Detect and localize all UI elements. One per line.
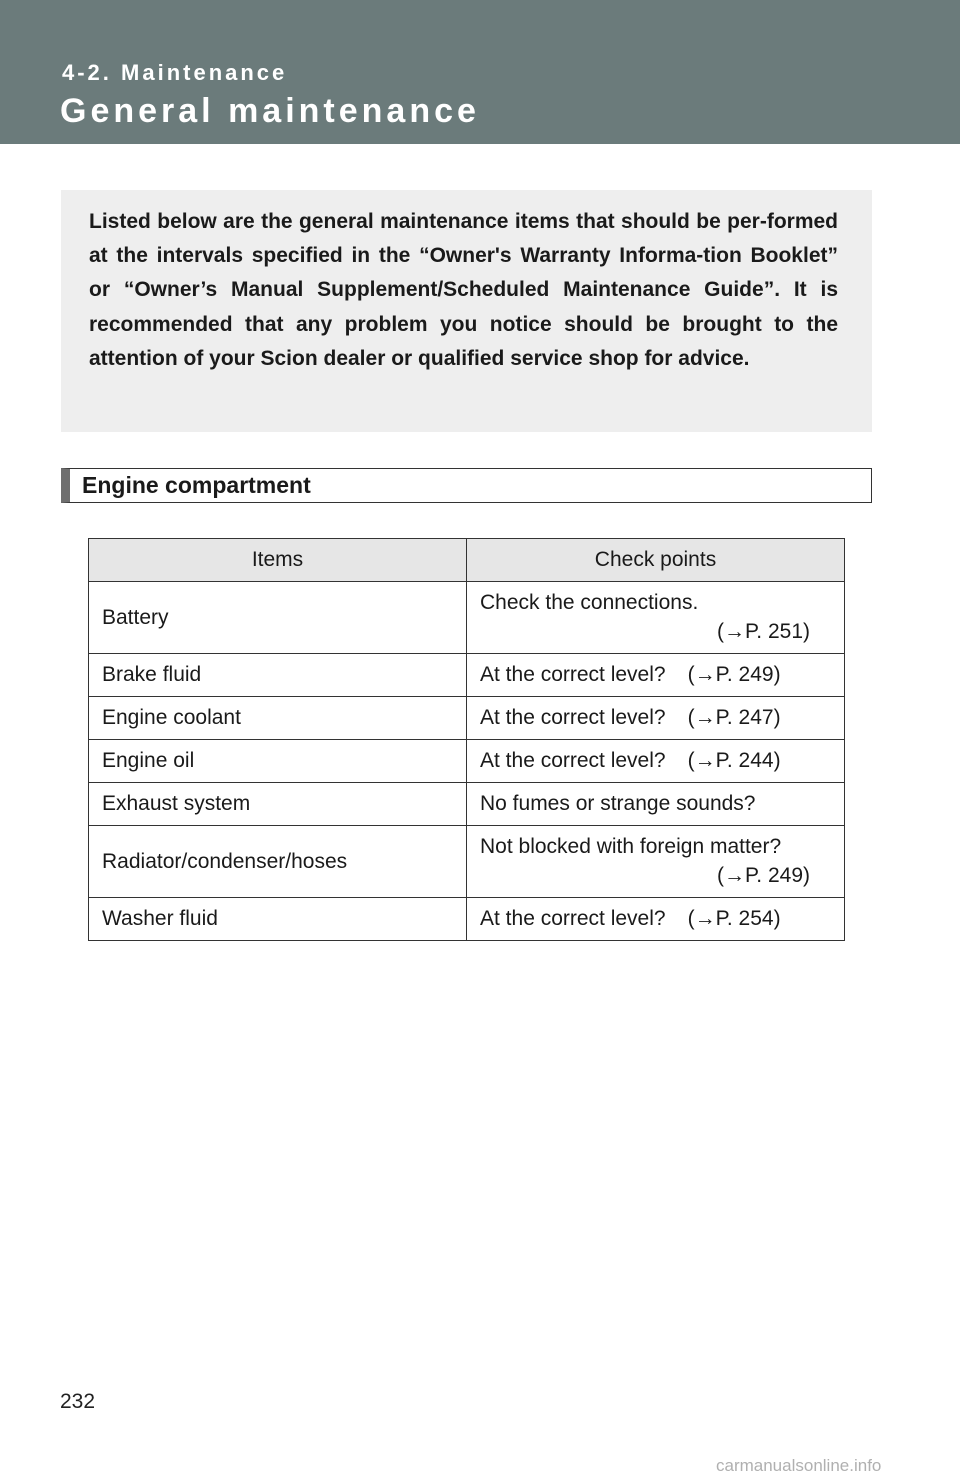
- check-text: Not blocked with foreign matter?: [480, 834, 782, 858]
- column-header-items: Items: [89, 539, 467, 582]
- watermark: carmanualsonline.info: [716, 1456, 882, 1475]
- item-cell: Engine coolant: [89, 697, 467, 740]
- table-row: [89, 898, 845, 941]
- maintenance-table: [88, 538, 845, 941]
- check-cell: [467, 654, 845, 697]
- table-row: [89, 740, 845, 783]
- page-title: General maintenance: [60, 92, 480, 130]
- page-reference: (→P. 251): [717, 619, 810, 643]
- item-cell: Washer fluid: [89, 898, 467, 941]
- section-heading-engine-compartment: Engine compartment: [61, 468, 872, 503]
- intro-box: [61, 190, 872, 432]
- table-row: [89, 582, 845, 654]
- table-row: [89, 697, 845, 740]
- page-reference: (→P. 244): [687, 749, 781, 772]
- intro-text: Listed below are the general maintenance items that should be per-formed at the intervals specified in the “Owner's Warranty Informa-tion Booklet” or “Owner’s Manual Supplement/Scheduled Maintenance Guide”. It is recommended that any problem you notice should be brought to the attention of your Scion dealer or qualified service shop for advice.: [89, 210, 838, 370]
- item-cell: Engine oil: [89, 740, 467, 783]
- table-row: [89, 654, 845, 697]
- table-header-row: [89, 539, 845, 582]
- check-cell: [467, 740, 845, 783]
- column-header-check-points: Check points: [467, 539, 845, 582]
- item-cell: Exhaust system: [89, 783, 467, 826]
- check-cell: [467, 898, 845, 941]
- check-cell: [467, 697, 845, 740]
- check-text: Check the connections.: [480, 590, 699, 614]
- check-text: At the correct level?: [480, 907, 666, 930]
- chapter-header: [0, 0, 960, 144]
- item-cell: Radiator/condenser/hoses: [89, 826, 467, 898]
- page-reference: (→P. 249): [687, 663, 781, 686]
- page-reference: (→P. 247): [687, 706, 781, 729]
- check-text: At the correct level?: [480, 749, 666, 772]
- page-reference: (→P. 249): [717, 863, 810, 887]
- check-cell: [467, 582, 845, 654]
- check-cell: [467, 826, 845, 898]
- section-label: 4-2. Maintenance: [62, 60, 288, 85]
- page-number: 232: [60, 1390, 96, 1413]
- item-cell: Battery: [89, 582, 467, 654]
- table-row: [89, 826, 845, 898]
- check-text: At the correct level?: [480, 706, 666, 729]
- table-row: [89, 783, 845, 826]
- check-text: At the correct level?: [480, 663, 666, 686]
- check-cell: [467, 783, 845, 826]
- page-reference: (→P. 254): [687, 907, 781, 930]
- check-text: No fumes or strange sounds?: [480, 792, 756, 815]
- item-cell: Brake fluid: [89, 654, 467, 697]
